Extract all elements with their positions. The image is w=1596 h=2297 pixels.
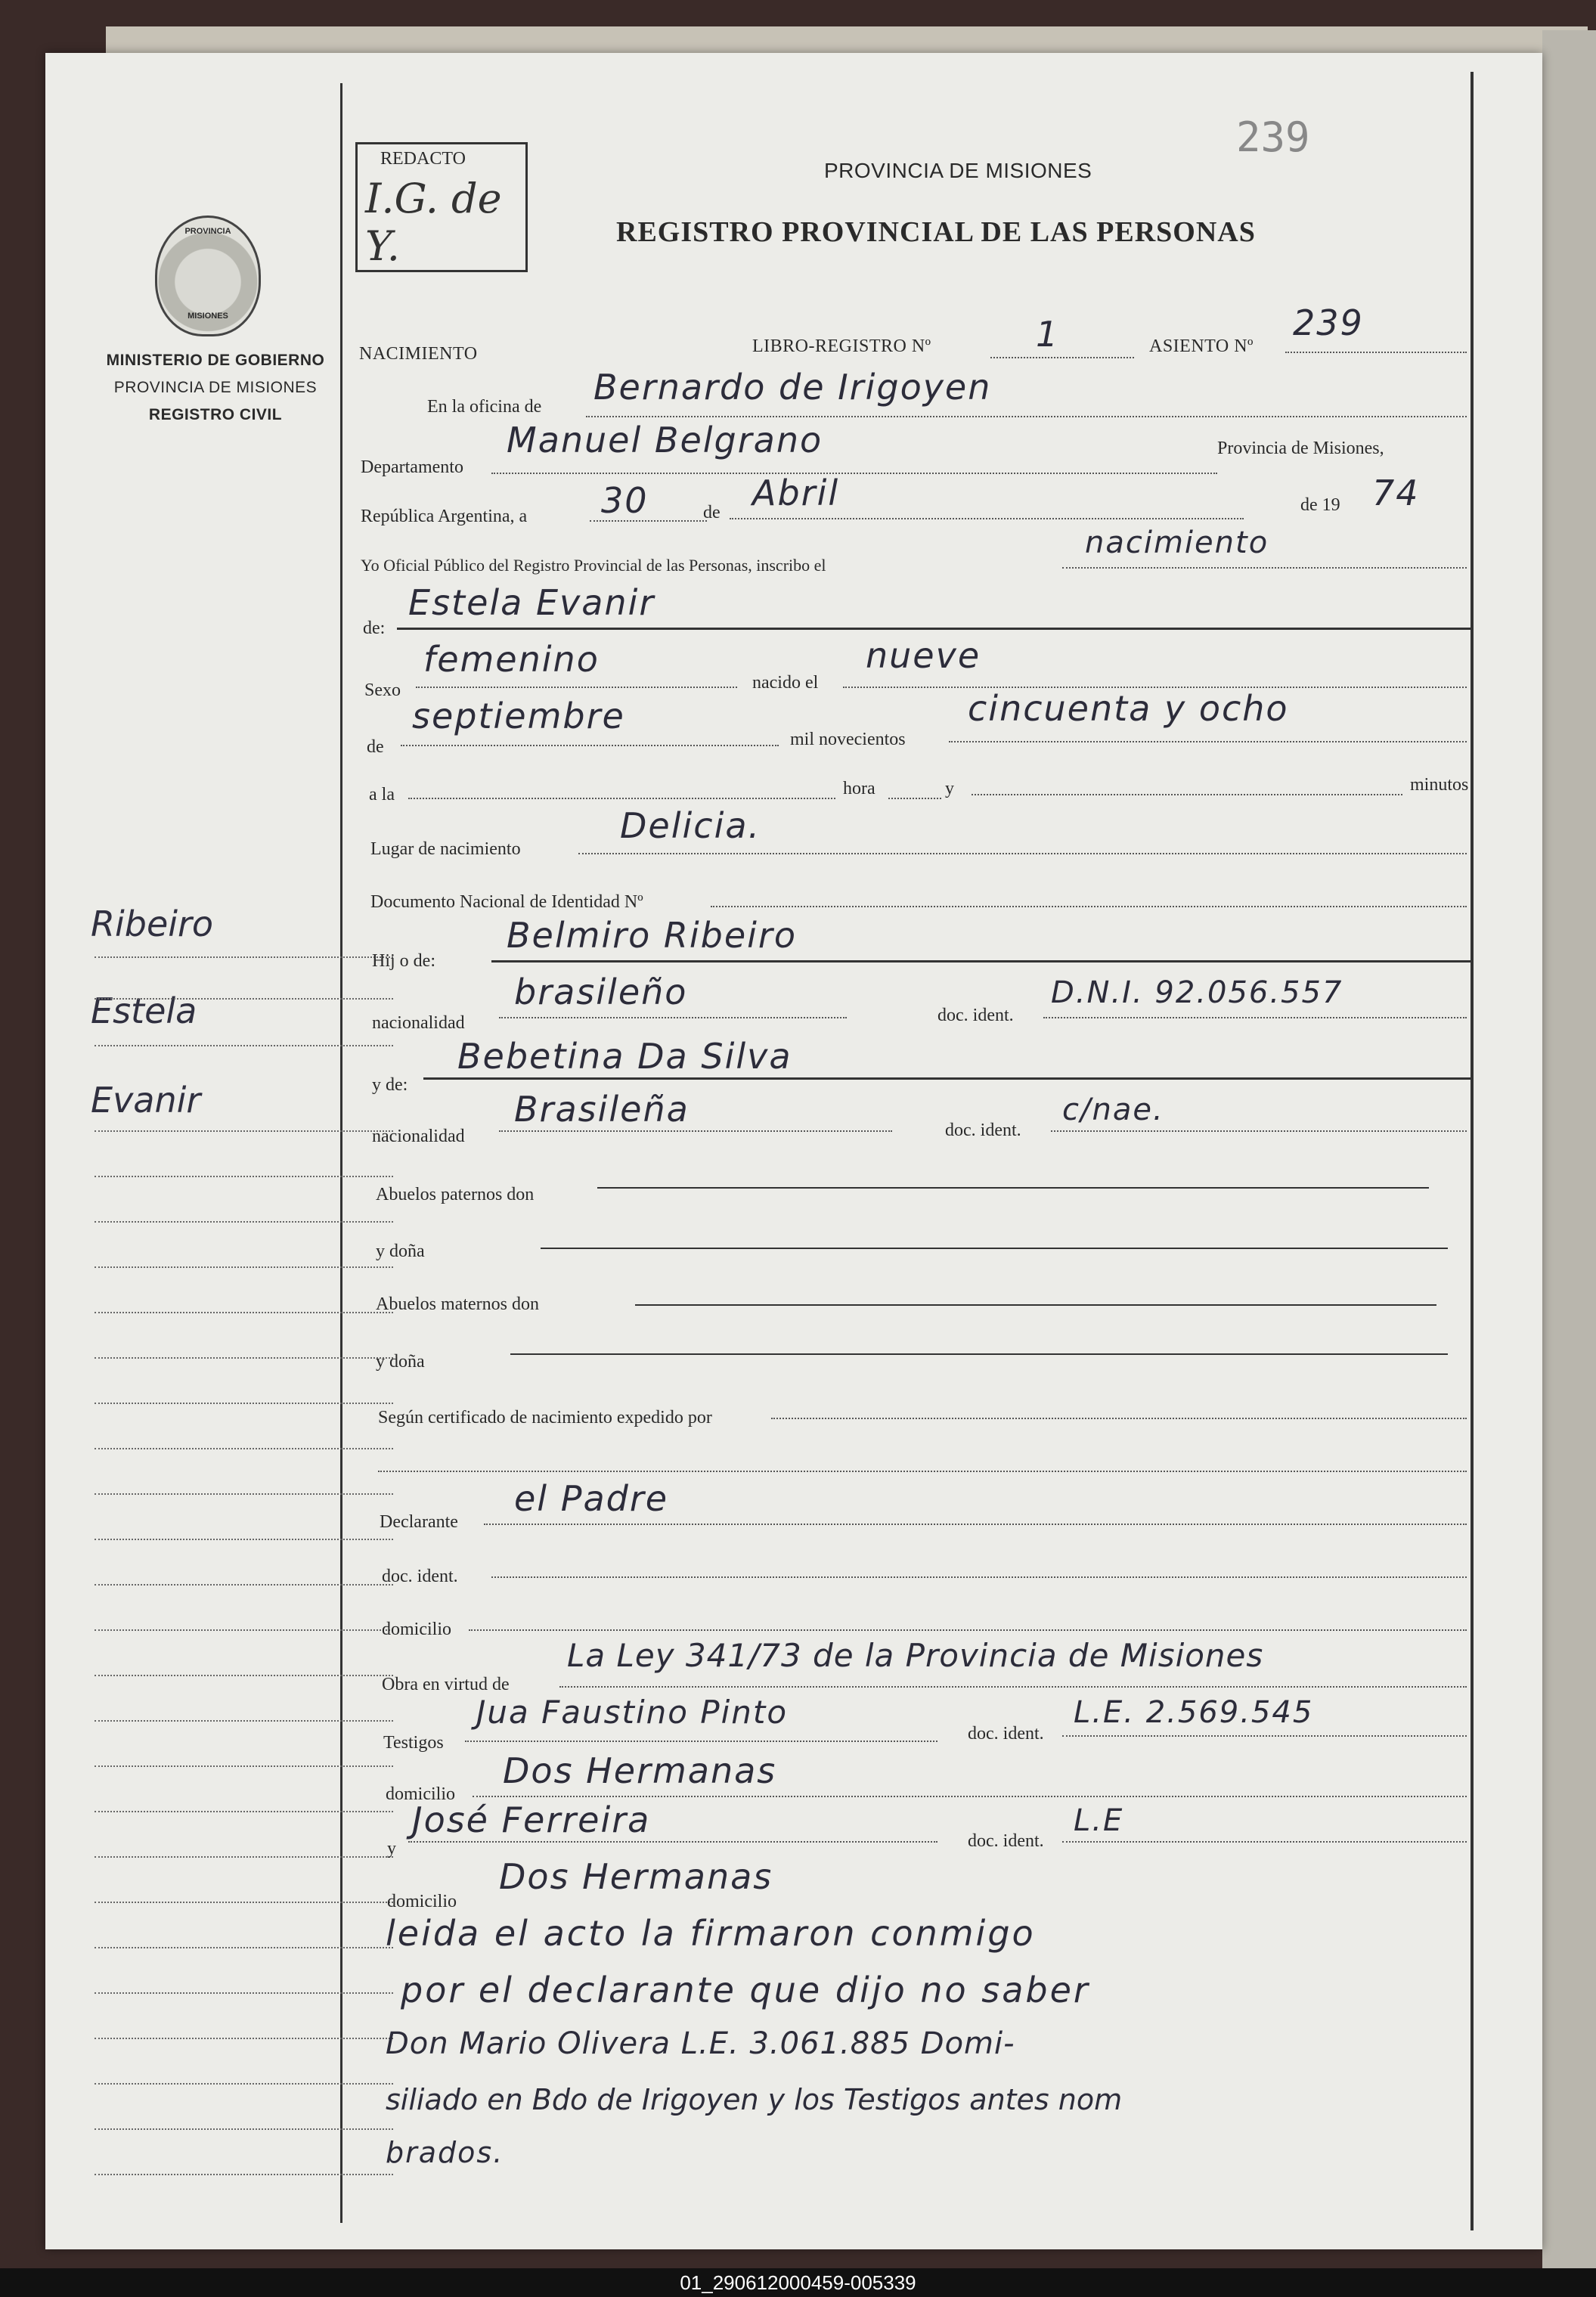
declarante-label: Declarante bbox=[380, 1512, 458, 1532]
anio-nac-value: cincuenta y ocho bbox=[968, 688, 1289, 729]
province-title: PROVINCIA DE MISIONES bbox=[824, 159, 1092, 182]
declarante-domicilio-label: domicilio bbox=[382, 1620, 451, 1639]
nacimiento-label: NACIMIENTO bbox=[359, 344, 478, 364]
testigo2-docid-label: doc. ident. bbox=[968, 1831, 1044, 1851]
testigos-label: Testigos bbox=[383, 1733, 444, 1753]
lugar-label: Lugar de nacimiento bbox=[370, 839, 521, 859]
obra-label: Obra en virtud de bbox=[382, 1675, 510, 1694]
testigo2-y-label: y bbox=[387, 1839, 396, 1858]
madre-label: y de: bbox=[372, 1075, 408, 1095]
nacionalidad-madre-value: Brasileña bbox=[514, 1089, 690, 1130]
oficial-label: Yo Oficial Público del Registro Provincial de las Personas, inscribo el bbox=[361, 556, 826, 575]
segun-line bbox=[771, 1418, 1467, 1419]
right-border-rule bbox=[1470, 72, 1474, 2230]
margin-line bbox=[95, 1403, 393, 1404]
margin-line bbox=[95, 2083, 393, 2085]
margin-line bbox=[95, 2038, 393, 2039]
margin-line bbox=[95, 1675, 393, 1676]
dni-label: Documento Nacional de Identidad Nº bbox=[370, 892, 643, 912]
ministry-line-1: MINISTERIO DE GOBIERNO bbox=[106, 352, 325, 369]
testigo2-docid-line bbox=[1062, 1841, 1467, 1843]
testigo1-docid-value: L.E. 2.569.545 bbox=[1074, 1695, 1314, 1730]
redacto-signature: I.G. de Y. bbox=[365, 175, 502, 270]
hijo-label: Hij o de: bbox=[372, 951, 435, 971]
ala-label: a la bbox=[369, 785, 395, 804]
document-page bbox=[45, 53, 1542, 2249]
departamento-label: Departamento bbox=[361, 457, 463, 477]
hora-label: hora bbox=[843, 779, 875, 798]
testigo1-domicilio-value: Dos Hermanas bbox=[503, 1750, 777, 1791]
margin-line bbox=[95, 1357, 393, 1359]
nombre-line bbox=[397, 628, 1470, 630]
padre-line bbox=[491, 960, 1470, 963]
margin-line bbox=[95, 1130, 393, 1132]
abuelos-paternos-dona-line bbox=[541, 1248, 1448, 1249]
mil-label: mil novecientos bbox=[790, 730, 906, 749]
sexo-label: Sexo bbox=[364, 680, 401, 700]
testigo2-value: José Ferreira bbox=[412, 1799, 651, 1840]
margin-line bbox=[95, 1720, 393, 1722]
departamento-line bbox=[491, 473, 1217, 474]
margin-line bbox=[95, 1312, 393, 1313]
margin-line bbox=[95, 1947, 393, 1948]
margin-note-second-name: Evanir bbox=[91, 1080, 201, 1121]
ministry-header bbox=[76, 352, 355, 433]
margin-line bbox=[95, 956, 393, 958]
margin-line bbox=[95, 1493, 393, 1495]
dni-line bbox=[711, 906, 1467, 907]
margin-line bbox=[95, 1629, 393, 1631]
provincia-label: Provincia de Misiones, bbox=[1217, 439, 1384, 458]
de-label: de bbox=[703, 503, 721, 522]
testigo1-domicilio-label: domicilio bbox=[386, 1784, 455, 1804]
margin-line bbox=[95, 1539, 393, 1540]
y-label: y bbox=[945, 779, 954, 798]
margin-line bbox=[95, 2174, 393, 2175]
margin-line bbox=[95, 1584, 393, 1586]
margin-line bbox=[95, 1902, 393, 1903]
declarante-docid-line bbox=[491, 1576, 1467, 1578]
declarante-line bbox=[484, 1524, 1467, 1525]
nacionalidad-madre-label: nacionalidad bbox=[372, 1127, 465, 1146]
libro-line bbox=[990, 357, 1134, 358]
segun-line-2 bbox=[378, 1471, 1467, 1472]
margin-note-first-name: Estela bbox=[91, 990, 197, 1031]
republica-label: República Argentina, a bbox=[361, 507, 528, 526]
asiento-label: ASIENTO Nº bbox=[1149, 336, 1254, 356]
docid-madre-line bbox=[1051, 1130, 1467, 1132]
sexo-line bbox=[416, 687, 737, 688]
seal-bottom-text: MISIONES bbox=[187, 312, 228, 321]
abuelos-paternos-label: Abuelos paternos don bbox=[376, 1185, 535, 1204]
declarante-docid-label: doc. ident. bbox=[382, 1567, 458, 1586]
abuelos-maternos-line bbox=[635, 1304, 1436, 1306]
margin-line bbox=[95, 1448, 393, 1449]
oficina-value: Bernardo de Irigoyen bbox=[593, 367, 992, 408]
sexo-value: femenino bbox=[423, 639, 600, 680]
notes-line-3: Don Mario Olivera L.E. 3.061.885 Domi- bbox=[386, 2026, 1015, 2061]
obra-line bbox=[559, 1686, 1467, 1688]
segun-label: Según certificado de nacimiento expedido por bbox=[378, 1408, 712, 1427]
libro-label: LIBRO-REGISTRO Nº bbox=[752, 336, 931, 356]
hora-line-2 bbox=[888, 798, 941, 799]
testigo1-line bbox=[465, 1741, 937, 1742]
testigo1-docid-line bbox=[1062, 1735, 1467, 1737]
testigo1-docid-label: doc. ident. bbox=[968, 1724, 1044, 1744]
mes-value: Abril bbox=[752, 473, 840, 513]
redacto-label: REDACTO bbox=[380, 149, 466, 169]
madre-value: Bebetina Da Silva bbox=[457, 1036, 792, 1077]
ministry-line-3: REGISTRO CIVIL bbox=[148, 406, 283, 423]
madre-line bbox=[423, 1077, 1470, 1080]
notes-line-2: por el declarante que dijo no saber bbox=[401, 1970, 1090, 2010]
abuelos-maternos-label: Abuelos maternos don bbox=[376, 1294, 539, 1314]
anio-nac-line bbox=[949, 741, 1467, 742]
mes-nac-line bbox=[401, 745, 779, 746]
testigo1-value: Jua Faustino Pinto bbox=[476, 1694, 789, 1731]
mes-nac-label: de bbox=[367, 737, 384, 757]
minutos-label: minutos bbox=[1410, 775, 1469, 795]
margin-line bbox=[95, 1266, 393, 1268]
abuelos-paternos-line bbox=[597, 1187, 1429, 1189]
notes-line-1: leida el acto la firmaron conmigo bbox=[386, 1913, 1036, 1954]
lugar-line bbox=[578, 853, 1467, 854]
image-caption: 01_290612000459-005339 bbox=[0, 2268, 1596, 2297]
asiento-value: 239 bbox=[1293, 302, 1364, 343]
anio-prefix: de 19 bbox=[1300, 495, 1340, 515]
notes-line-5: brados. bbox=[386, 2136, 504, 2169]
testigo2-domicilio-label: domicilio bbox=[387, 1892, 457, 1911]
margin-line bbox=[95, 1856, 393, 1858]
docid-madre-label: doc. ident. bbox=[945, 1121, 1021, 1140]
mes-line bbox=[730, 518, 1244, 519]
declarante-domicilio-line bbox=[469, 1629, 1467, 1631]
departamento-value: Manuel Belgrano bbox=[507, 420, 823, 460]
nacido-label: nacido el bbox=[752, 673, 819, 693]
nacionalidad-madre-line bbox=[499, 1130, 892, 1132]
page-number: 239 bbox=[1236, 113, 1310, 161]
notes-line-4: siliado en Bdo de Irigoyen y los Testigos antes nom bbox=[386, 2083, 1123, 2116]
lugar-value: Delicia. bbox=[620, 805, 761, 846]
padre-value: Belmiro Ribeiro bbox=[507, 915, 797, 956]
nacionalidad-padre-line bbox=[499, 1017, 847, 1018]
asiento-line bbox=[1285, 352, 1467, 353]
redacto-box bbox=[355, 142, 528, 272]
margin-line bbox=[95, 2128, 393, 2130]
docid-padre-line bbox=[1043, 1017, 1467, 1018]
nombre-value: Estela Evanir bbox=[408, 582, 655, 623]
seal-top-text: PROVINCIA bbox=[184, 227, 231, 236]
margin-line bbox=[95, 1176, 393, 1177]
docid-padre-value: D.N.I. 92.056.557 bbox=[1051, 975, 1343, 1010]
obra-value: La Ley 341/73 de la Provincia de Misiones bbox=[567, 1637, 1264, 1674]
testigo2-docid-value: L.E bbox=[1074, 1803, 1124, 1838]
nacido-value: nueve bbox=[866, 635, 981, 676]
minutos-line bbox=[972, 794, 1402, 795]
declarante-value: el Padre bbox=[514, 1478, 669, 1519]
hora-line-1 bbox=[408, 798, 835, 799]
mes-nac-value: septiembre bbox=[412, 696, 625, 736]
nombre-label: de: bbox=[363, 618, 386, 638]
coat-of-arms-seal bbox=[155, 215, 261, 336]
margin-note-surname: Ribeiro bbox=[91, 904, 214, 944]
abuelos-maternos-dona-label: y doña bbox=[376, 1352, 425, 1372]
libro-value: 1 bbox=[1036, 314, 1060, 355]
book-right-edge bbox=[1542, 30, 1596, 2268]
margin-line bbox=[95, 1045, 393, 1046]
registry-title: REGISTRO PROVINCIAL DE LAS PERSONAS bbox=[616, 216, 1256, 248]
oficial-line bbox=[1062, 567, 1467, 569]
oficina-label: En la oficina de bbox=[427, 397, 542, 417]
margin-line bbox=[95, 1992, 393, 1994]
testigo1-domicilio-line bbox=[473, 1796, 1467, 1797]
oficial-value: nacimiento bbox=[1085, 525, 1269, 560]
abuelos-paternos-dona-label: y doña bbox=[376, 1241, 425, 1261]
oficina-line bbox=[586, 416, 1467, 417]
ministry-line-2: PROVINCIA DE MISIONES bbox=[113, 379, 318, 396]
margin-line bbox=[95, 1811, 393, 1812]
testigo2-domicilio-value: Dos Hermanas bbox=[499, 1856, 773, 1897]
anio-value: 74 bbox=[1372, 473, 1420, 513]
margin-line bbox=[95, 1221, 393, 1223]
docid-madre-value: c/nae. bbox=[1062, 1093, 1164, 1127]
margin-line bbox=[95, 998, 393, 1000]
docid-padre-label: doc. ident. bbox=[937, 1006, 1014, 1025]
margin-line bbox=[95, 1765, 393, 1767]
testigo2-line bbox=[408, 1841, 937, 1843]
nacionalidad-padre-value: brasileño bbox=[514, 972, 688, 1012]
dia-value: 30 bbox=[601, 480, 649, 521]
nacionalidad-padre-label: nacionalidad bbox=[372, 1013, 465, 1033]
abuelos-maternos-dona-line bbox=[510, 1353, 1448, 1355]
